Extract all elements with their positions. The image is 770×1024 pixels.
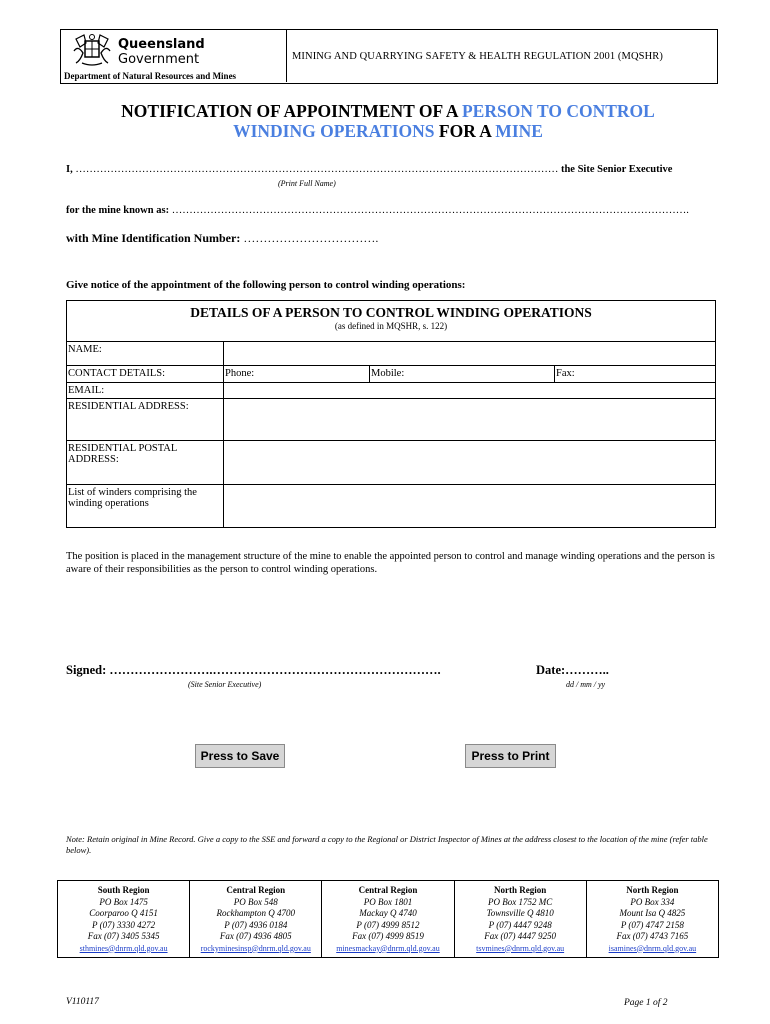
date-label: Date:: [536, 663, 566, 677]
title-part3: WINDING OPERATIONS: [233, 121, 435, 141]
email-field[interactable]: [224, 383, 716, 399]
region-phone: P (07) 3330 4272: [92, 919, 156, 930]
mine-label: for the mine known as:: [66, 205, 170, 216]
title-part4: FOR A: [434, 121, 496, 141]
print-name-hint: (Print Full Name): [278, 179, 336, 188]
postal-label: RESIDENTIAL POSTAL ADDRESS:: [67, 441, 224, 485]
mine-id-line[interactable]: [66, 231, 378, 246]
date-line[interactable]: [536, 663, 609, 678]
region-phone: P (07) 4999 8512: [356, 919, 420, 930]
mine-id-field[interactable]: …………………………….: [243, 231, 379, 245]
save-button[interactable]: Press to Save: [195, 744, 285, 768]
details-heading: DETAILS OF A PERSON TO CONTROL WINDING OPERATIONS: [190, 305, 592, 320]
name-label: NAME:: [67, 342, 224, 366]
title-part2: PERSON TO CONTROL: [461, 101, 655, 121]
region-phone: P (07) 4747 2158: [620, 919, 684, 930]
signed-hint: (Site Senior Executive): [188, 680, 262, 689]
sse-label: the Site Senior Executive: [560, 164, 673, 175]
department-name: Department of Natural Resources and Mines: [64, 71, 237, 81]
region-email-link[interactable]: tsvmines@dnrm.qld.gov.au: [476, 943, 565, 953]
postal-field[interactable]: [224, 441, 716, 485]
page-number: Page 1 of 2: [624, 998, 668, 1008]
title-part1: NOTIFICATION OF APPOINTMENT OF A: [121, 101, 462, 121]
signed-label: Signed:: [66, 663, 107, 677]
region-box: PO Box 1801: [363, 896, 413, 907]
region-town: Mount Isa Q 4825: [619, 908, 686, 918]
residential-field[interactable]: [224, 399, 716, 441]
region-name: North Region: [626, 885, 679, 895]
region-name: Central Region: [358, 885, 418, 895]
region-cell: [322, 881, 454, 958]
region-cell: [190, 881, 322, 958]
full-name-field[interactable]: …………………………………………………………………………………………………………………………: [75, 164, 559, 175]
region-email-link[interactable]: sthmines@dnrm.qld.gov.au: [79, 943, 168, 953]
winders-label: List of winders comprising the winding operations: [67, 485, 224, 528]
mine-id-label: with Mine Identification Number:: [66, 231, 241, 245]
name-field[interactable]: [224, 342, 716, 366]
region-fax: Fax (07) 4936 4805: [219, 931, 292, 941]
region-name: Central Region: [226, 885, 286, 895]
residential-label: RESIDENTIAL ADDRESS:: [67, 399, 224, 441]
mobile-field[interactable]: Mobile:: [370, 366, 555, 383]
signed-line[interactable]: [66, 663, 441, 678]
region-town: Townsville Q 4810: [486, 908, 554, 918]
region-email-link[interactable]: rockyminesinsp@dnrm.qld.gov.au: [200, 943, 311, 953]
form-title-line2: [60, 121, 716, 142]
email-label: EMAIL:: [67, 383, 224, 399]
title-part5: MINE: [495, 121, 543, 141]
region-phone: P (07) 4447 9248: [488, 919, 552, 930]
details-table: [66, 300, 716, 528]
queensland-crest-icon: [70, 33, 114, 69]
region-name: North Region: [494, 885, 547, 895]
mine-name-line[interactable]: [66, 205, 716, 216]
logo-text-queensland: Queensland: [118, 37, 205, 52]
form-title-line1: [60, 101, 716, 122]
region-box: PO Box 334: [630, 896, 675, 907]
region-cell: [58, 881, 190, 958]
statement-text: The position is placed in the management structure of the mine to enable the appointed person to control and manage winding operations and the person is aware of their responsibilities as the person to control winding operations.: [66, 551, 715, 575]
region-box: PO Box 1752 MC: [488, 896, 553, 907]
date-hint: dd / mm / yy: [566, 680, 606, 689]
print-button[interactable]: Press to Print: [465, 744, 556, 768]
region-phone: P (07) 4936 0184: [224, 919, 288, 930]
region-town: Coorparoo Q 4151: [89, 908, 158, 918]
winders-field[interactable]: [224, 485, 716, 528]
full-name-line[interactable]: [66, 164, 716, 175]
details-subheading: (as defined in MQSHR, s. 122): [334, 321, 448, 331]
phone-field[interactable]: Phone:: [224, 366, 370, 383]
region-name: South Region: [97, 885, 150, 895]
regions-table: [57, 880, 719, 958]
mine-name-field[interactable]: ………………………………………………………………………………………………………………………………….: [171, 205, 689, 216]
contact-label: CONTACT DETAILS:: [67, 366, 224, 383]
notice-text: Give notice of the appointment of the following person to control winding operations:: [66, 279, 466, 291]
region-fax: Fax (07) 4447 9250: [484, 931, 557, 941]
region-fax: Fax (07) 3405 5345: [87, 931, 160, 941]
region-cell: [454, 881, 586, 958]
fax-field[interactable]: Fax:: [555, 366, 716, 383]
region-fax: Fax (07) 4999 8519: [352, 931, 424, 941]
region-email-link[interactable]: isamines@dnrm.qld.gov.au: [608, 943, 697, 953]
regulation-title: MINING AND QUARRYING SAFETY & HEALTH REGULATION 2001 (MQSHR): [292, 51, 663, 62]
region-town: Rockhampton Q 4700: [216, 908, 296, 918]
details-heading-cell: [67, 301, 716, 342]
region-fax: Fax (07) 4743 7165: [616, 931, 689, 941]
date-field[interactable]: ………..: [565, 663, 609, 677]
region-town: Mackay Q 4740: [359, 908, 417, 918]
i-label: I,: [66, 164, 73, 175]
region-email-link[interactable]: minesmackay@dnrm.qld.gov.au: [336, 943, 440, 953]
region-box: PO Box 548: [233, 896, 278, 907]
retention-note: Note: Retain original in Mine Record. Give a copy to the SSE and forward a copy to the Regional or District Inspector of Mines at the address closest to the location of the mine (refer table below).: [66, 834, 708, 855]
logo-text-government: Government: [118, 52, 200, 67]
version-code: V110117: [66, 997, 99, 1007]
region-cell: [586, 881, 718, 958]
signed-field[interactable]: …………………….……………………………………………….: [109, 663, 441, 677]
region-box: PO Box 1475: [99, 896, 148, 907]
